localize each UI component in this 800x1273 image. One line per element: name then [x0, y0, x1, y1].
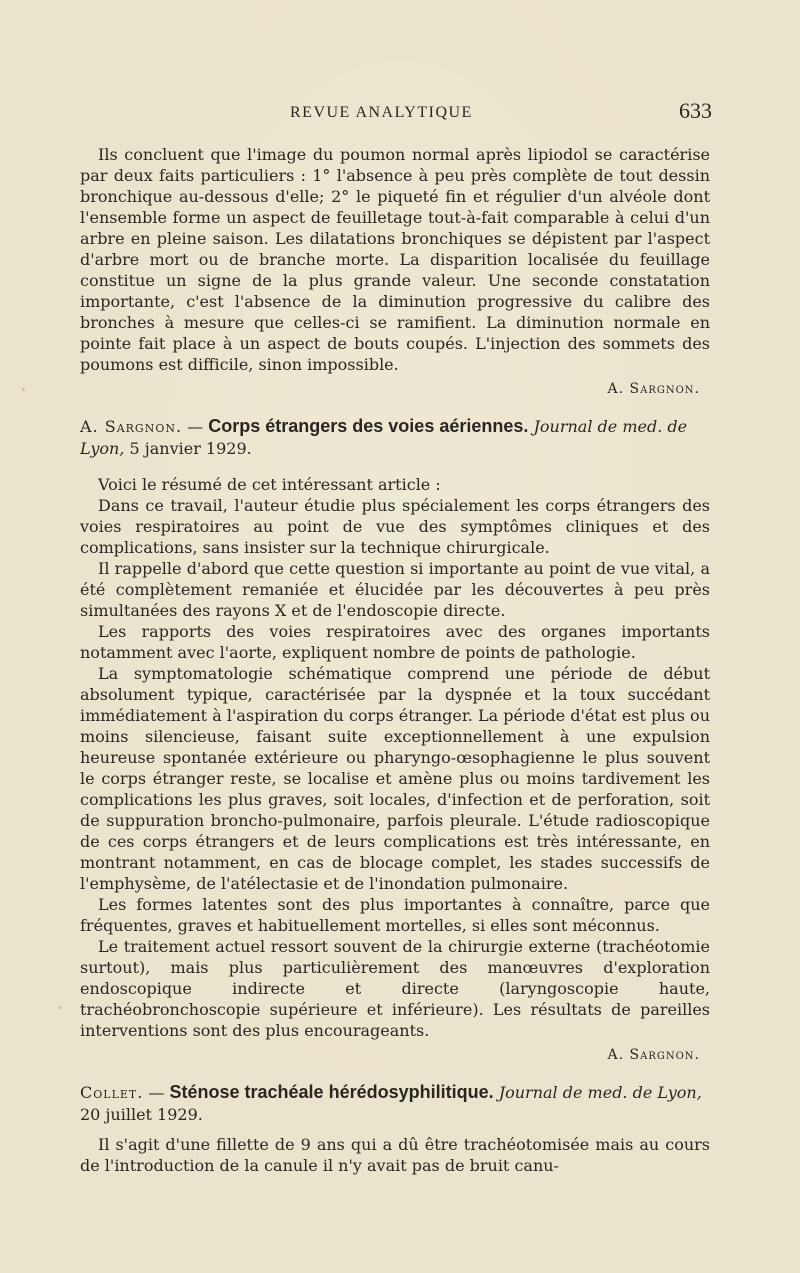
article-journal: Journal de med. de Lyon,: [80, 417, 688, 458]
article-paragraph: Il rappelle d'abord que cette question si importante au point de vue vital, a été complètement remaniée et élucidée par les découvertes à peu près simultanées des rayons X et de l'endoscopie directe.: [80, 559, 710, 620]
paper-speck: [58, 1006, 61, 1009]
article-signature: A. Sargnon.: [607, 1047, 700, 1063]
article-journal: Journal de med. de Lyon,: [498, 1083, 702, 1102]
intro-signature: A. Sargnon.: [607, 381, 700, 397]
article-title: Sténose trachéale hérédosyphilitique.: [169, 1082, 494, 1102]
article-paragraph: Voici le résumé de cet intéressant article :: [98, 475, 441, 494]
article-date: 5 janvier 1929.: [124, 439, 252, 458]
spacer: [80, 460, 710, 474]
page-number: 633: [679, 98, 712, 123]
intro-paragraph: Ils concluent que l'image du poumon normal après lipiodol se caractérise par deux faits particuliers : 1° l'absence à peu près complète de tout dessin bronchique au-dessous d'elle; 2° le piqueté fin et régulier d'un alvéole dont l'ensemble forme un aspect de feuilletage tout-à-fait comparable à celui d'un arbre en pleine saison. Les dilatations bronchiques se dépistent par l'aspect d'arbre mort ou de branche morte. La disparition localisée du feuillage constitue un signe de la plus grande valeur. Une seconde constatation importante, c'est l'absence de la diminution progressive du calibre des bronches à mesure que celles-ci se ramifient. La diminution normale en pointe fait place à un aspect de bouts coupés. L'injection des sommets des poumons est difficile, sinon impossible.: [80, 145, 710, 374]
article-paragraph: Les formes latentes sont des plus importantes à connaître, parce que fréquentes, graves et habituellement mortelles, si elles sont méconnus.: [80, 895, 710, 935]
running-header: [80, 100, 710, 134]
article-header-stenose-tracheale: [80, 1081, 710, 1126]
article-paragraph: Il s'agit d'une fillette de 9 ans qui a dû être trachéotomisée mais au cours de l'introduction de la canule il n'y avait pas de bruit canu-: [80, 1135, 710, 1175]
article-paragraph: La symptomatologie schématique comprend une période de début absolument typique, caractérisée par la dyspnée et la toux succédant immédiatement à l'aspiration du corps étranger. La période d'état est plus ou moins silencieuse, faisant suite exceptionnellement à une expulsion heureuse spontanée extérieure ou pharyngo-œsophagienne le plus souvent le corps étranger reste, se localise et amène plus ou moins tardivement les complications les plus graves, soit locales, d'infection et de perforation, soit de suppuration broncho-pulmonaire, parfois pleurale. L'étude radioscopique de ces corps étrangers et de leurs complications est très intéressante, en montrant notamment, en cas de blocage complet, les stades successifs de l'emphysème, de l'atélectasie et de l'inondation pulmonaire.: [80, 664, 710, 893]
article-author: Collet.: [80, 1083, 144, 1102]
running-title: REVUE ANALYTIQUE: [290, 104, 473, 121]
paper-speck: [22, 388, 25, 391]
article-paragraph: Les rapports des voies respiratoires avec des organes importants notamment avec l'aorte, expliquent nombre de points de pathologie.: [80, 622, 710, 662]
article-paragraph: Dans ce travail, l'auteur étudie plus spécialement les corps étrangers des voies respiratoires au point de vue des symptômes cliniques et des complications, sans insister sur la technique chirurgicale.: [80, 496, 710, 557]
article-author: A. Sargnon.: [80, 417, 183, 436]
author-dash: —: [182, 417, 209, 436]
spacer: [80, 1126, 710, 1134]
article-title: Corps étrangers des voies aériennes.: [208, 416, 529, 436]
article-paragraph: Le traitement actuel ressort souvent de la chirurgie externe (trachéotomie surtout), mais plus particulièrement des manœuvres d'exploration endoscopique indirecte et directe (laryngoscopie haute, trachéobronchoscopie supérieure et inférieure). Les résultats de pareilles interventions sont des plus encourageants.: [80, 937, 710, 1040]
author-dash: —: [143, 1083, 170, 1102]
article-date: 20 juillet 1929.: [80, 1105, 203, 1124]
article-header-corps-etrangers: [80, 415, 710, 460]
